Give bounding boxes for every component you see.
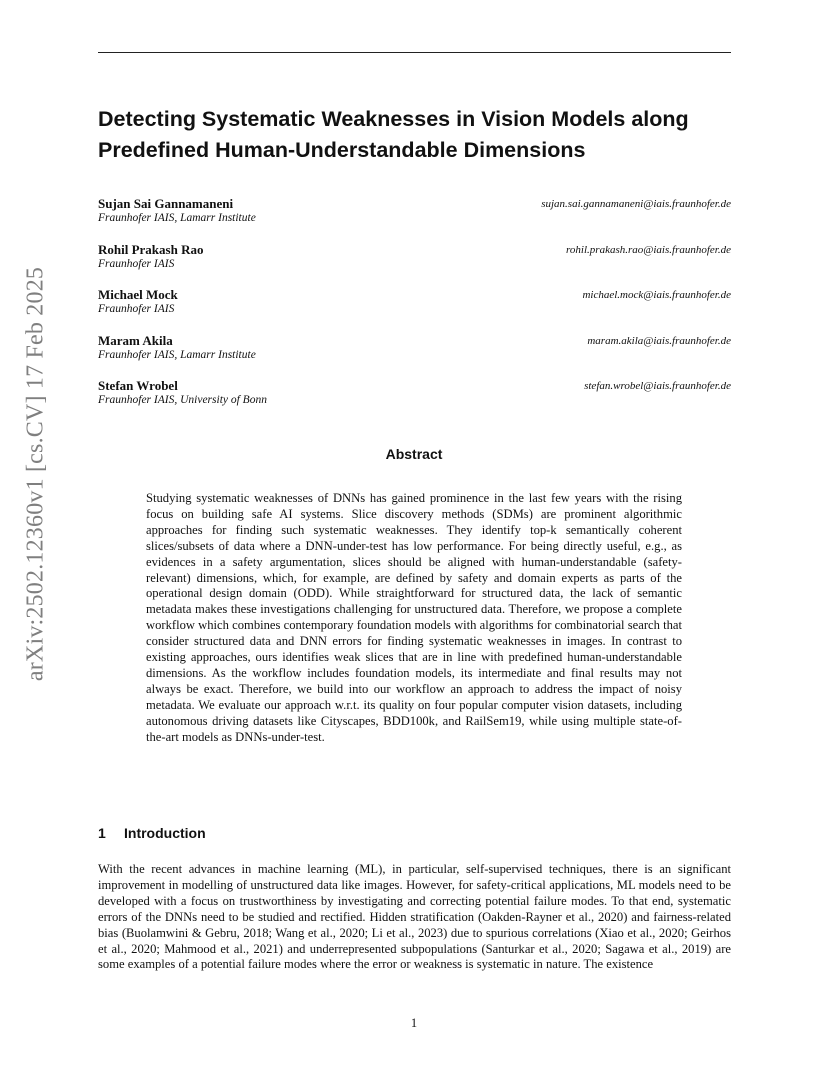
section-number: 1	[98, 825, 106, 841]
author-affiliation: Fraunhofer IAIS, Lamarr Institute	[98, 212, 256, 224]
author-affiliation: Fraunhofer IAIS	[98, 257, 175, 270]
author-block	[98, 287, 731, 333]
author-name: Rohil Prakash Rao	[98, 241, 204, 257]
author-affiliation: Fraunhofer IAIS, University of Bonn	[98, 394, 267, 406]
author-name: Michael Mock	[98, 287, 178, 302]
abstract-heading: Abstract	[385, 446, 443, 462]
arxiv-identifier-stamp[interactable]: arXiv:2502.12360v1 [cs.CV] 17 Feb 2025	[22, 266, 49, 682]
author-block	[98, 378, 731, 424]
author-name: Stefan Wrobel	[98, 378, 178, 393]
paper-title: Detecting Systematic Weaknesses in Vision Models along Predefined Human-Understandable Dimensions	[98, 107, 689, 162]
page-number: 1	[410, 1016, 418, 1030]
author-name: Maram Akila	[98, 332, 173, 348]
author-block	[98, 333, 731, 379]
author-affiliation: Fraunhofer IAIS, Lamarr Institute	[98, 348, 256, 361]
author-email-link[interactable]: rohil.prakash.rao@iais.fraunhofer.de	[566, 243, 731, 256]
author-affiliation: Fraunhofer IAIS	[98, 303, 175, 315]
abstract-body: Studying systematic weaknesses of DNNs has gained prominence in the last few years with the rising focus on building safe AI systems. Slice discovery methods (SDMs) are prominent algorithmic approaches for finding such systematic weaknesses. They identify top-k semantically coherent slices/subsets of data where a DNN-under-test has low performance. For being directly useful, e.g., as evidences in a safety argumentation, slices should be aligned with human-understandable (safety-relevant) dimensions, which, for example, are defined by safety and domain experts as parts of the operational design domain (ODD). While straightforward for structured data, the lack of semantic metadata makes these investigations challenging for unstructured data. Therefore, we propose a complete workflow which combines contemporary foundation models with algorithms for combinatorial search that consider structured data and DNN errors for finding systematic weaknesses in images. In contrast to existing approaches, ours identifies weak slices that are in line with predefined human-understandable dimensions. As the workflow includes foundation models, its intermediate and final results may not always be exact. Therefore, we build into our workflow an approach to address the impact of noisy metadata. We evaluate our approach w.r.t. its quality on four popular computer vision datasets, including autonomous driving datasets like Cityscapes, BDD100k, and RailSem19, while using multiple state-of-the-art models as DNNs-under-test.	[146, 491, 682, 744]
author-email-link[interactable]: michael.mock@iais.fraunhofer.de	[582, 289, 731, 301]
introduction-body: With the recent advances in machine learning (ML), in particular, self-supervised techniques, there is an significant improvement in modelling of unstructured data like images. However, for safety-critical applications, ML models need to be developed with a focus on trustworthiness by investigating and correcting potential failure modes. To that end, systematic errors of the DNNs need to be studied and rectified. Hidden stratification (Oakden-Rayner et al., 2020) and fairness-related bias (Buolamwini & Gebru, 2018; Wang et al., 2020; Li et al., 2023) due to spurious correlations (Xiao et al., 2020; Geirhos et al., 2020; Mahmood et al., 2021) and underrepresented subpopulations (Santurkar et al., 2020; Sagawa et al., 2019) are some examples of a potential failure modes where the error or weakness is systematic in nature. The existence	[98, 862, 731, 972]
author-block	[98, 242, 731, 288]
section-heading	[98, 825, 206, 841]
author-email-link[interactable]: stefan.wrobel@iais.fraunhofer.de	[584, 380, 731, 392]
header-rule	[98, 52, 731, 53]
author-name: Sujan Sai Gannamaneni	[98, 196, 234, 211]
author-list	[98, 196, 731, 424]
author-email-link[interactable]: sujan.sai.gannamaneni@iais.fraunhofer.de	[541, 198, 731, 210]
section-title: Introduction	[124, 825, 206, 841]
author-email-link[interactable]: maram.akila@iais.fraunhofer.de	[587, 334, 731, 347]
author-block	[98, 196, 731, 242]
